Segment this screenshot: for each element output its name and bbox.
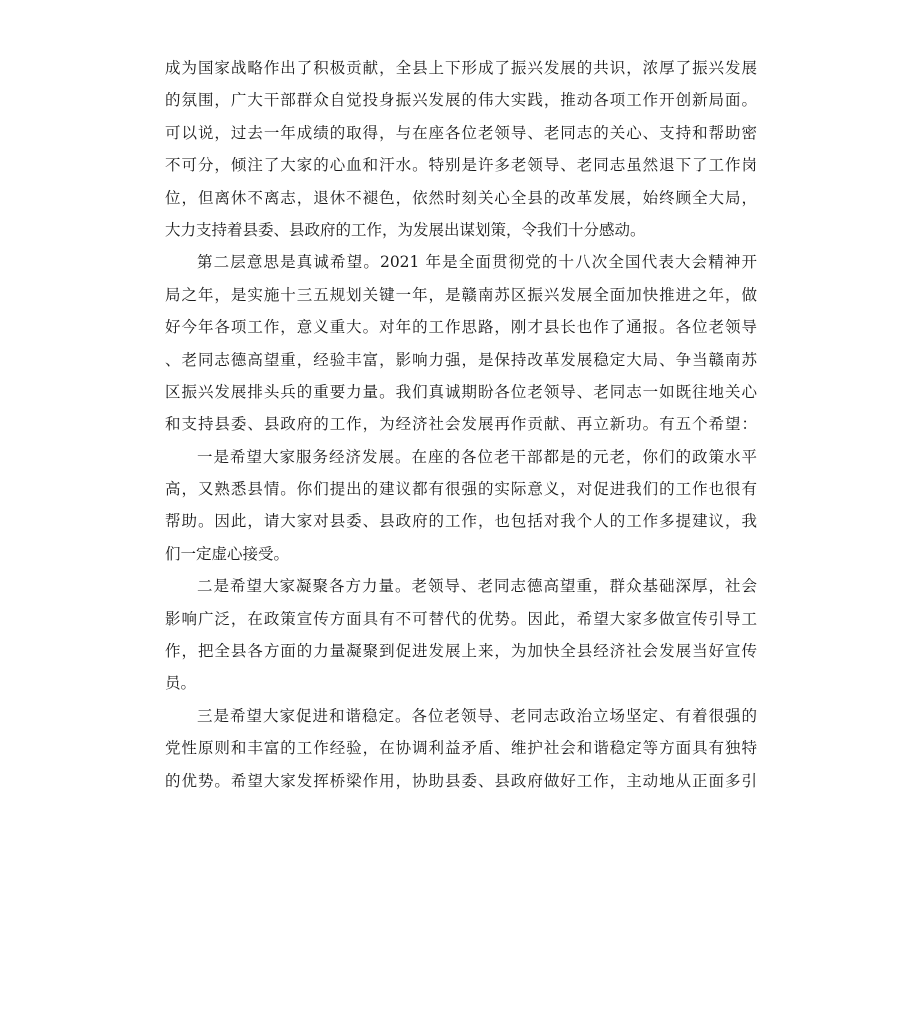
paragraph-start-line: 一是希望大家服务经济发展。在座的各位老干部都是的元老，你们的政策水平: [197, 447, 757, 466]
text-line: 影响广泛，在政策宣传方面具有不可替代的优势。因此，希望大家多做宣传引导工: [165, 609, 757, 628]
paragraph-start-line: 三是希望大家促进和谐稳定。各位老领导、老同志政治立场坚定、有着很强的: [197, 706, 757, 725]
text-line: 成为国家战略作出了积极贡献，全县上下形成了振兴发展的共识，浓厚了振兴发展: [165, 59, 757, 77]
paragraph-start-line: 第二层意思是真诚希望。2021 年是全面贯彻党的十八次全国代表大会精神开: [197, 253, 757, 272]
text-line: 不可分，倾注了大家的心血和汗水。特别是许多老领导、老同志虽然退下了工作岗: [165, 156, 757, 175]
paragraph-start-line: 二是希望大家凝聚各方力量。老领导、老同志德高望重，群众基础深厚，社会: [197, 577, 757, 596]
text-line: 大力支持着县委、县政府的工作，为发展出谋划策，令我们十分感动。: [165, 220, 646, 239]
text-line: 可以说，过去一年成绩的取得，与在座各位老领导、老同志的关心、支持和帮助密: [165, 123, 757, 142]
text-line: 的氛围，广大干部群众自觉投身振兴发展的伟大实践，推动各项工作开创新局面。: [165, 91, 757, 110]
text-line: 、老同志德高望重，经验丰富，影响力强，是保持改革发展稳定大局、争当赣南苏: [165, 350, 757, 369]
text-line: 们一定虚心接受。: [165, 544, 290, 563]
text-line: 员。: [165, 674, 197, 693]
body-text: [165, 52, 757, 797]
text-line: 党性原则和丰富的工作经验，在协调利益矛盾、维护社会和谐稳定等方面具有独特: [165, 739, 757, 758]
text-line: 局之年，是实施十三五规划关键一年，是赣南苏区振兴发展全面加快推进之年，做: [165, 285, 757, 304]
text-line: 作，把全县各方面的力量凝聚到促进发展上来，为加快全县经济社会发展当好宣传: [165, 642, 757, 661]
text-line: 位，但离休不离志，退休不褪色，依然时刻关心全县的改革发展，始终顾全大局，: [165, 188, 757, 207]
text-line: 区振兴发展排头兵的重要力量。我们真诚期盼各位老领导、老同志一如既往地关心: [165, 382, 757, 401]
text-line: 和支持县委、县政府的工作，为经济社会发展再作贡献、再立新功。有五个希望：: [165, 415, 757, 434]
text-line: 的优势。希望大家发挥桥梁作用，协助县委、县政府做好工作，主动地从正面多引: [165, 771, 757, 790]
text-line: 高，又熟悉县情。你们提出的建议都有很强的实际意义，对促进我们的工作也很有: [165, 480, 757, 499]
text-line: 好今年各项工作，意义重大。对年的工作思路，刚才县长也作了通报。各位老领导: [165, 318, 757, 337]
text-line: 帮助。因此，请大家对县委、县政府的工作，也包括对我个人的工作多提建议，我: [165, 512, 757, 531]
